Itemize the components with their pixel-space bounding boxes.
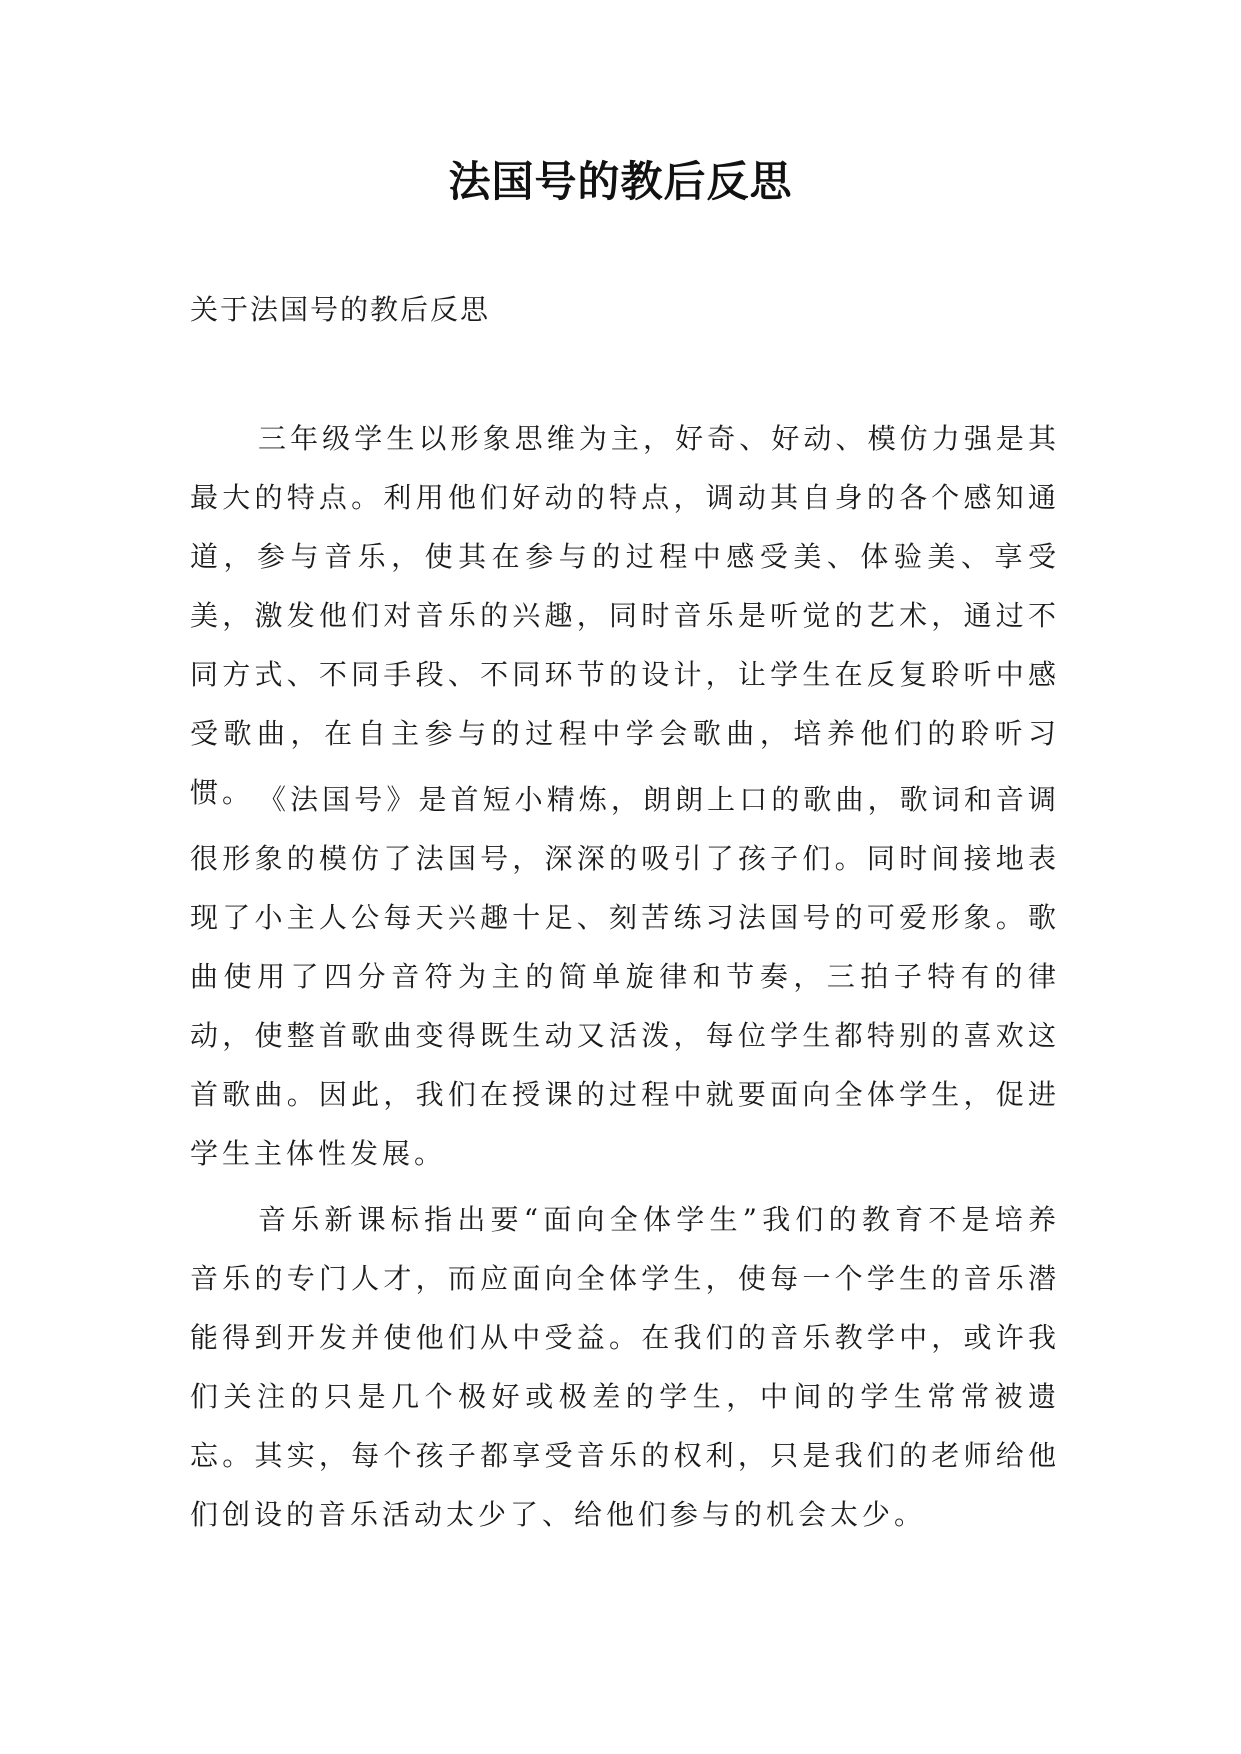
paragraph-2: 《法国号》是首短小精炼，朗朗上口的歌曲，歌词和音调很形象的模仿了法国号，深深的吸引了孩子们。同时间接地表现了小主人公每天兴趣十足、刻苦练习法国号的可爱形象。歌曲使用了四分音符为主的简单旋律和节奏，三拍子特有的律动，使整首歌曲变得既生动又活泼，每位学生都特别的喜欢这首歌曲。因此，我们在授课的过程中就要面向全体学生，促进学生主体性发展。 xyxy=(190,783,1060,1170)
document-title: 法国号的教后反思 xyxy=(448,157,793,206)
paragraph-1: 三年级学生以形象思维为主，好奇、好动、模仿力强是其最大的特点。利用他们好动的特点，调动其自身的各个感知通道，参与音乐，使其在参与的过程中感受美、体验美、享受美，激发他们对音乐的兴趣，同时音乐是听觉的艺术，通过不同方式、不同手段、不同环节的设计，让学生在反复聆听中感受歌曲，在自主参与的过程中学会歌曲，培养他们的聆听习惯。 xyxy=(190,422,1060,809)
document-body xyxy=(190,409,1060,1544)
paragraph-3: 音乐新课标指出要“面向全体学生”我们的教育不是培养音乐的专门人才，而应面向全体学生，使每一个学生的音乐潜能得到开发并使他们从中受益。在我们的音乐教学中，或许我们关注的只是几个极好或极差的学生，中间的学生常常被遗忘。其实，每个孩子都享受音乐的权利，只是我们的老师给他们创设的音乐活动太少了、给他们参与的机会太少。 xyxy=(190,1203,1060,1531)
document-subtitle: 关于法国号的教后反思 xyxy=(190,293,491,326)
